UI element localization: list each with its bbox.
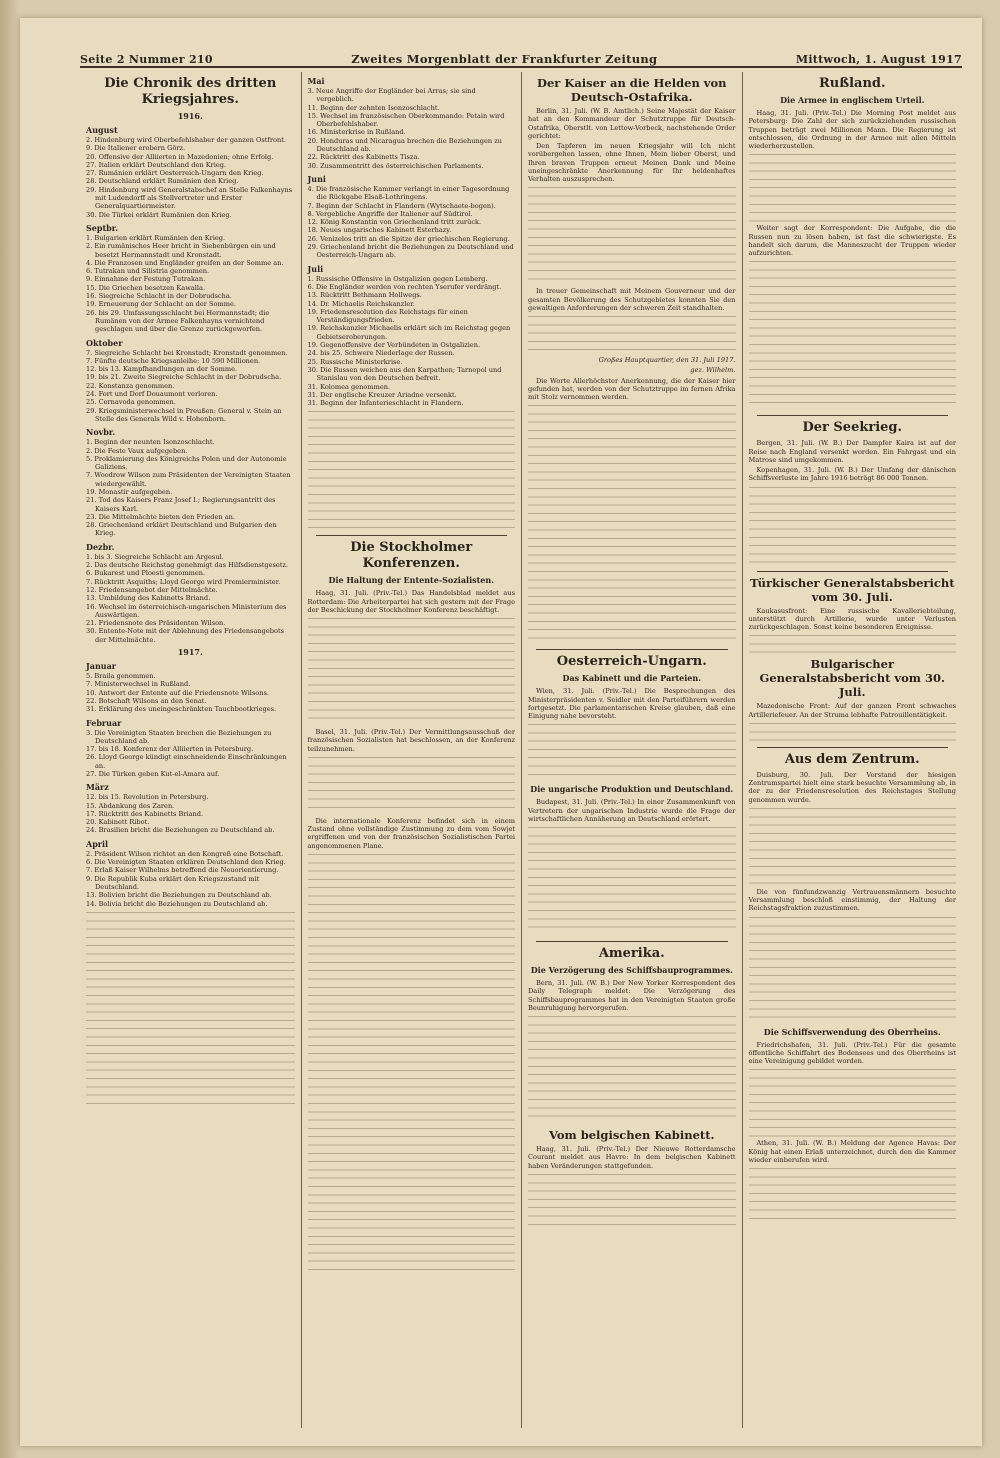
text-filler (528, 722, 736, 782)
oesterreich-paragraph: Budapest, 31. Juli. (Priv.-Tel.) In einer Zusammenkunft von Vertretern der ungarischen Industrie wurde die Frage der wirtschaftlichen Annäherung an Deutschland erörtert. (528, 798, 736, 823)
chronik-entry: 2. Ein rumänisches Heer bricht in Siebenbürgen ein und besetzt Hermannstadt und Kronstadt. (86, 242, 276, 259)
entries-august (86, 136, 295, 219)
masthead-publication: Zweites Morgenblatt der Frankfurter Zeitung (351, 52, 658, 66)
chronik-entry: 13. Rücktritt Bethmann Hollwegs. (307, 291, 422, 300)
chronik-entry: 7. Erlaß Kaiser Wilhelms betreffend die Neuorientierung. (86, 866, 279, 875)
text-filler (528, 1172, 736, 1232)
chronik-entry: 19. Friedensresolution des Reichstags für einen Verständigungsfrieden. (307, 307, 468, 325)
text-filler (749, 915, 957, 1025)
chronik-entry: 26. Lloyd George kündigt einschneidende Einschränkungen an. (86, 753, 287, 770)
month-label: Oktober (86, 337, 123, 348)
chronik-entry: 14. Dr. Michaelis Reichskanzler. (307, 299, 415, 308)
russland-subtitle: Die Armee in englischem Urteil. (780, 95, 925, 105)
chronik-entry: 6. Bukarest und Ploesti genommen. (86, 569, 206, 578)
chronik-entry: 12. bis 13. Kampfhandlungen an der Somme. (86, 365, 238, 374)
kaiser-paragraph: Den Tapferen im neuen Kriegsjahr will Ich nicht vorübergehen lassen, ohne Ihnen, Mein lieber Oberst, und Ihren braven Truppen erneut Meinen Dank und Meine uneingeschränkte Anerkennung für Ihr heldenhaftes Verhalten auszusprechen. (528, 142, 736, 183)
chronik-entry: 3. Die Vereinigten Staaten brechen die Beziehungen zu Deutschland ab. (86, 728, 272, 745)
chronik-entry: 27. Rumänien erklärt Oesterreich-Ungarn den Krieg. (86, 169, 264, 178)
text-filler (749, 259, 957, 409)
chronik-entry: 9. Die Republik Kuba erklärt den Kriegszustand mit Deutschland. (86, 874, 260, 891)
chronik-entry: 25. Cernavoda genommen. (86, 398, 176, 407)
chronik-entry: 2. Präsident Wilson richtet an den Kongreß eine Botschaft. (86, 849, 284, 858)
chronik-entry: 22. Rücktritt des Kabinetts Tisza. (307, 153, 420, 162)
seekrieg-paragraph: Kopenhagen, 31. Juli. (W. B.) Der Umfang der dänischen Schiffsverluste im Jahre 1916 beträgt 86 000 Tonnen. (748, 466, 956, 483)
chronik-entry: 12. König Konstantin von Griechenland tritt zurück. (307, 218, 482, 227)
entries-juni (308, 185, 516, 260)
month-label: Januar (86, 661, 116, 672)
chronik-entry: 21. Friedensnote des Präsidenten Wilson. (86, 619, 226, 628)
month-label: Septbr. (86, 222, 119, 233)
chronik-entry: 31. Der englische Kreuzer Ariadne versenkt. (307, 390, 457, 399)
column-2 (301, 72, 522, 1428)
chronik-entry: 7. Fünfte deutsche Kriegsanleihe: 10 590 Millionen. (86, 356, 261, 365)
amerika-title: Amerika. (598, 946, 665, 962)
kaiser-paragraph: In treuer Gemeinschaft mit Meinem Gouverneur und der gesamten Bevölkerung des Schutzgebietes konnten Sie den gewaltigen Anforderungen der schweren Zeit standhalten. (528, 287, 736, 312)
kaiser-title: Der Kaiser an die Helden von Deutsch-Ostafrika. (536, 76, 727, 104)
chronik-entry: 26. Venizelos tritt an die Spitze der griechischen Regierung. (307, 234, 510, 243)
chronik-entry: 7. Woodrow Wilson zum Präsidenten der Vereinigten Staaten wiedergewählt. (86, 471, 291, 488)
chronik-year-1916: 1916. (177, 111, 203, 121)
amerika-paragraph: Bern, 31. Juli. (W. B.) Der New Yorker Korrespondent des Daily Telegraph meldet: Die Verzögerung des Schiffsbauprogrammes hat in den Vereinigten Staaten große Beunruhigung hervorgerufen. (528, 979, 736, 1012)
text-filler (528, 1014, 736, 1124)
chronik-entry: 9. Einnahme der Festung Tutrakan. (86, 275, 206, 284)
month-label: April (86, 838, 109, 849)
zentrum-paragraph: Athen, 31. Juli. (W. B.) Meldung der Agence Havas: Der König hat einen Erlaß unterzeichnet, durch den die Kammer wieder einberufen wird. (748, 1139, 956, 1164)
entries-februar (86, 729, 295, 779)
month-label: Dezbr. (86, 541, 115, 552)
chronik-entry: 2. Das deutsche Reichstag genehmigt das Hilfsdienstgesetz. (86, 561, 289, 570)
entries-september (86, 234, 295, 334)
chronik-entry: 22. Konstanza genommen. (86, 381, 175, 390)
text-filler (749, 1166, 957, 1226)
month-label: Mai (307, 76, 325, 86)
chronik-entry: 27. Italien erklärt Deutschland den Krieg. (86, 160, 227, 169)
chronik-entry: 21. Tod des Kaisers Franz Josef I.; Regierungsantritt des Kaisers Karl. (86, 496, 276, 513)
text-filler (749, 1067, 957, 1137)
chronik-entry: 3. Neue Angriffe der Engländer bei Arras; sie sind vergeblich. (307, 87, 476, 104)
entries-november (86, 438, 295, 538)
month-label: Februar (86, 717, 122, 728)
month-label: Juli (307, 263, 324, 274)
chronik-entry: 31. Beginn der Infanterieschlacht in Flandern. (307, 399, 464, 408)
chronik-entry: 6. Die Vereinigten Staaten erklären Deutschland den Krieg. (86, 858, 286, 867)
chronik-title: Die Chronik des dritten Kriegsjahres. (104, 76, 277, 107)
oesterreich-paragraph: Wien, 31. Juli. (Priv.-Tel.) Die Besprechungen des Ministerpräsidenten v. Seidler mit den Parteiführern werden fortgesetzt. Die parlamentarischen Kreise glauben, daß eine Einigung nahe bevorsteht. (528, 687, 736, 721)
zentrum-paragraph: Die von fünfundzwanzig Vertrauensmännern besuchte Versammlung beschloß einstimmig, der Haltung der Reichstagsfraktion zuzustimmen. (748, 887, 956, 913)
chronik-entry: 29. Kriegsministerwechsel in Preußen: General v. Stein an Stelle des Generals Wild v. Hohenborn. (86, 406, 282, 423)
chronik-entry: 24. Fort und Dorf Douaumont verloren. (86, 390, 218, 399)
text-filler (749, 721, 957, 741)
chronik-entry: 23. Die Mittelmächte bieten den Frieden an. (86, 512, 235, 521)
chronik-entry: 19. bis 21. Zweite Siegreiche Schlacht in der Dobrudscha. (86, 373, 282, 382)
entries-maerz (86, 793, 295, 834)
chronik-entry: 29. Hindenburg wird Generalstabschef an Stelle Falkenhayns mit Ludendorff als Stellvertreter und Erster Generalquartiermeister. (86, 185, 293, 211)
chronik-entry: 15. Abdankung des Zaren. (86, 801, 175, 810)
chronik-entry: 17. Rücktritt des Kabinetts Briand. (86, 809, 204, 818)
chronik-entry: 29. Griechenland bricht die Beziehungen zu Deutschland und Oesterreich-Ungarn ab. (307, 243, 514, 260)
chronik-entry: 18. Neues ungarisches Kabinett Esterhazy. (307, 226, 452, 235)
chronik-entry: 1. Bulgarien erklärt Rumänien den Krieg. (86, 233, 226, 242)
chronik-entry: 5. Braila genommen. (86, 672, 156, 681)
entries-juli (308, 275, 516, 408)
kaiser-paragraph: Die Worte Allerhöchster Anerkennung, die der Kaiser hier gefunden hat, werden von der Schutztruppe im fernen Afrika mit Stolz vernommen werden. (528, 376, 736, 402)
text-filler (86, 910, 295, 1110)
text-filler (308, 616, 516, 726)
chronik-entry: 28. Griechenland erklärt Deutschland und Bulgarien den Krieg. (86, 521, 277, 538)
page-binding-edge (0, 0, 20, 1458)
chronik-entry: 4. Die Franzosen und Engländer greifen an der Somme an. (86, 258, 284, 267)
tuerkisch-title: Türkischer Generalstabsbericht vom 30. Juli. (749, 575, 955, 604)
stockholm-subtitle: Die Haltung der Entente-Sozialisten. (328, 575, 494, 586)
masthead-page-number: Seite 2 Nummer 210 (80, 53, 213, 66)
russland-paragraph: Haag, 31. Juli. (Priv.-Tel.) Die Morning Post meldet aus Petersburg: Die Zahl der sich zurückziehenden russischen Truppen beträgt zwei Millionen Mann. Die Regierung ist entschlossen, die Ordnung in der Armee mit allen Mitteln wiederherzustellen. (748, 109, 956, 150)
chronik-entry: 2. Hindenburg wird Oberbefehlshaber der ganzen Ostfront. (86, 136, 286, 144)
chronik-entry: 13. Umbildung des Kabinetts Briand. (86, 594, 211, 603)
zentrum-paragraph: Duisburg, 30. Juli. Der Vorstand der hiesigen Zentrumspartei hielt eine stark besuchte Versammlung ab, in der zu der Friedensresolution des Reichstages Stellung genommen wurde. (748, 770, 956, 804)
chronik-entry: 24. bis 25. Schwere Niederlage der Russen. (307, 349, 455, 358)
section-divider (536, 649, 728, 650)
chronik-entry: 30. Die Türkei erklärt Rumänien den Krieg. (86, 210, 232, 219)
chronik-entry: 31. Erklärung des uneingeschränkten Tauchbootkrieges. (86, 705, 277, 714)
text-filler (528, 825, 736, 935)
masthead (80, 44, 962, 68)
chronik-entry: 19. Reichskanzler Michaelis erklärt sich im Reichstag gegen Gebietseroberungen. (307, 324, 511, 341)
chronik-entry: 25. Russische Ministerkrise. (307, 357, 403, 366)
stockholm-paragraph: Haag, 31. Juli. (Priv.-Tel.) Das Handelsblad meldet aus Rotterdam: Die Arbeiterpartei hat sich gestern mit der Frage der Beschickung der Stockholmer Konferenz beschäftigt. (307, 589, 515, 614)
section-divider (757, 415, 949, 416)
chronik-entry: 30. Die Russen weichen aus den Karpathen; Tarnopol und Stanislau von den Deutschen befreit. (307, 365, 502, 383)
chronik-entry: 2. Die Feste Vaux aufgegeben. (86, 446, 188, 455)
belgien-title: Vom belgischen Kabinett. (548, 1128, 715, 1143)
entries-april (86, 850, 295, 908)
kaiser-paragraph: Berlin, 31. Juli. (W. B. Amtlich.) Seine Majestät der Kaiser hat an den Kommandeur der Schutztruppe für Deutsch-Ostafrika, Oberstlt. von Lettow-Vorbeck, nachstehende Order gerichtet: (528, 107, 736, 140)
seekrieg-title: Der Seekrieg. (802, 420, 903, 436)
chronik-entry: 15. Die Griechen besetzen Kawalla. (86, 283, 206, 292)
column-4 (742, 72, 963, 1428)
oesterreich-subtitle: Das Kabinett und die Parteien. (562, 673, 701, 684)
chronik-entry: 1. Russische Offensive in Ostgalizien gegen Lemberg. (307, 274, 488, 283)
chronik-entry: 20. Kabinett Ribot. (86, 818, 150, 827)
oesterreich-subtitle-2: Die ungarische Produktion und Deutschland. (530, 784, 734, 795)
column-3 (521, 72, 742, 1428)
chronik-entry: 16. Ministerkrise in Rußland. (307, 128, 406, 137)
chronik-entry: 4. Die französische Kammer verlangt in einer Tagesordnung die Rückgabe Elsaß-Lothringens. (307, 184, 510, 202)
columns (80, 72, 962, 1428)
text-filler (308, 409, 516, 529)
bulgarisch-paragraph: Mazedonische Front: Auf der ganzen Front schwaches Artilleriefeuer. An der Struma lebhafte Patrouillentätigkeit. (748, 702, 956, 719)
chronik-entry: 7. Ministerwechsel in Rußland. (86, 680, 191, 689)
text-filler (528, 185, 736, 285)
stockholm-paragraph: Die internationale Konferenz befindet sich in einem Zustand ohne vollständige Zustimmung zu dem vom Sowjet ergriffenen und von der französischen Sozialistischen Partei angenommenen Plane. (307, 816, 515, 850)
zentrum-title: Aus dem Zentrum. (784, 751, 920, 767)
chronik-entry: 11. Beginn der zehnten Isonzoschlacht. (307, 103, 440, 112)
belgien-paragraph: Haag, 31. Juli. (Priv.-Tel.) Der Nieuwe Rotterdamsche Courant meldet aus Havre: In dem belgischen Kabinett haben Veränderungen stattgefunden. (528, 1145, 736, 1170)
chronik-entry: 6. Tutrakan und Silistria genommen. (86, 267, 210, 276)
chronik-entry: 7. Rücktritt Asquiths; Lloyd George wird Premierminister. (86, 577, 281, 586)
text-filler (749, 633, 957, 653)
stockholm-paragraph: Basel, 31. Juli. (Priv.-Tel.) Der Vermittlungsausschuß der französischen Sozialisten hat beschlossen, an der Konferenz teilzunehmen. (307, 728, 515, 753)
column-1 (80, 72, 301, 1428)
chronik-entry: 20. Offensive der Alliierten in Mazedonien; ohne Erfolg. (86, 152, 274, 161)
section-divider (757, 571, 949, 572)
kaiser-signoff: Großes Hauptquartier, den 31. Juli 1917. (598, 356, 736, 364)
chronik-entry: 6. Die Engländer werden von rechten Yserufer verdrängt. (307, 282, 502, 291)
chronik-entry: 22. Botschaft Wilsons an den Senat. (86, 696, 207, 705)
entries-januar (86, 672, 295, 713)
section-divider (757, 747, 949, 748)
masthead-date: Mittwoch, 1. August 1917 (795, 53, 962, 66)
chronik-entry: 12. bis 15. Revolution in Petersburg. (86, 793, 209, 802)
bulgarisch-title: Bulgarischer Generalstabsbericht vom 30. Juli. (759, 657, 945, 700)
chronik-entry: 10. Antwort der Entente auf die Friedensnote Wilsons. (86, 688, 269, 697)
tuerkisch-paragraph: Kaukasusfront: Eine russische Kavalleriebteilung, unterstützt durch Artillerie, wurde unter Verlusten zurückgeschlagen. Sonst keine besonderen Ereignisse. (748, 606, 956, 631)
month-label: Juni (307, 173, 326, 184)
chronik-entry: 16. Wechsel im österreichisch-ungarischen Ministerium des Auswärtigen. (86, 602, 287, 619)
chronik-entry: 15. Wechsel im französischen Oberkommando: Petain wird Oberbefehlshaber. (307, 111, 505, 129)
chronik-entry: 26. bis 29. Umfassungsschlacht bei Hermannstadt; die Rumänen von der Armee Falkenhayns vernichtend geschlagen und über die Grenze zurückgeworfen. (86, 308, 270, 334)
text-filler (308, 755, 516, 815)
chronik-entry: 7. Beginn der Schlacht in Flandern (Wytschaete-bogen). (307, 201, 496, 210)
entries-dezember (86, 553, 295, 644)
chronik-entry: 12. Friedensangebot der Mittelmächte. (86, 585, 218, 594)
chronik-entry: 24. Brasilien bricht die Beziehungen zu Deutschland ab. (86, 826, 275, 835)
chronik-entry: 1. Beginn der neunten Isonzoschlacht. (86, 438, 215, 447)
russland-title: Rußland. (818, 76, 886, 91)
text-filler (749, 806, 957, 886)
text-filler (528, 314, 736, 354)
chronik-entry: 20. Honduras und Nicaragua brechen die Beziehungen zu Deutschland ab. (307, 136, 502, 154)
seekrieg-paragraph: Bergen, 31. Juli. (W. B.) Der Dampfer Kaira ist auf der Reise nach England versenkt worden. Ein Fahrgast und ein Matrose sind umgekommen. (748, 439, 956, 464)
amerika-subtitle: Die Verzögerung des Schiffsbauprogrammes. (530, 965, 733, 976)
chronik-entry: 7. Siegreiche Schlacht bei Kronstadt; Kronstadt genommen. (86, 348, 288, 357)
entries-mai (308, 87, 516, 170)
text-filler (528, 403, 736, 643)
month-label: August (86, 125, 118, 135)
month-label: März (86, 782, 109, 793)
oesterreich-title: Oesterreich-Ungarn. (556, 654, 707, 670)
chronik-entry: 13. Bolivien bricht die Beziehungen zu Deutschland ab. (86, 891, 272, 900)
zentrum-paragraph: Friedrichshafen, 31. Juli. (Priv.-Tel.) Für die gesamte öffentliche Schiffahrt des Bodensees und des Oberrheins ist eine Vereinigung gebildet worden. (748, 1040, 956, 1065)
chronik-entry: 14. Bolivia bricht die Beziehungen zu Deutschland ab. (86, 899, 268, 908)
text-filler (749, 485, 957, 565)
text-filler (308, 852, 516, 1272)
chronik-entry: 1. bis 3. Siegreiche Schlacht am Argesul. (86, 552, 224, 561)
section-divider (316, 535, 508, 536)
chronik-entry: 16. Siegreiche Schlacht in der Dobrudscha. (86, 292, 232, 301)
zentrum-subtitle: Die Schiffsverwendung des Oberrheins. (763, 1026, 941, 1037)
month-label: Novbr. (86, 427, 116, 438)
chronik-entry: 5. Proklamierung des Königreichs Polen und der Autonomie Galiziens. (86, 454, 287, 472)
stockholm-title: Die Stockholmer Konferenzen. (350, 540, 473, 572)
text-filler (749, 152, 957, 222)
newspaper-page (20, 18, 982, 1446)
section-divider (536, 941, 728, 942)
chronik-entry: 17. bis 18. Konferenz der Alliierten in Petersburg. (86, 745, 254, 754)
chronik-entry: 28. Deutschland erklärt Rumänien den Krieg. (86, 177, 239, 186)
kaiser-signature: gez. Wilhelm. (690, 366, 736, 375)
chronik-year-1917: 1917. (177, 647, 203, 658)
chronik-entry: 30. Zusammentritt des österreichischen Parlaments. (307, 161, 484, 170)
entries-oktober (86, 349, 295, 424)
chronik-entry: 31. Kolomea genommen. (307, 382, 391, 391)
chronik-entry: 19. Gegenoffensive der Verbündeten in Ostgalizien. (307, 341, 481, 350)
chronik-entry: 30. Entente-Note mit der Ablehnung des Friedensangebots der Mittelmächte. (86, 627, 285, 644)
chronik-entry: 27. Die Türken geben Kut-el-Amara auf. (86, 770, 220, 778)
chronik-entry: 19. Monastir aufgegeben. (86, 487, 173, 496)
chronik-entry: 9. Die Italiener erobern Görz. (86, 144, 186, 153)
chronik-entry: 19. Erneuerung der Schlacht an der Somme. (86, 300, 236, 309)
russland-paragraph: Weiter sagt der Korrespondent: Die Aufgabe, die die Russen nun zu lösen haben, ist fast die schwierigste. Es handelt sich darum, die Manneszucht der Truppen wieder aufzurichten. (748, 224, 956, 257)
chronik-entry: 8. Vergebliche Angriffe der Italiener auf Südtirol. (307, 209, 473, 218)
